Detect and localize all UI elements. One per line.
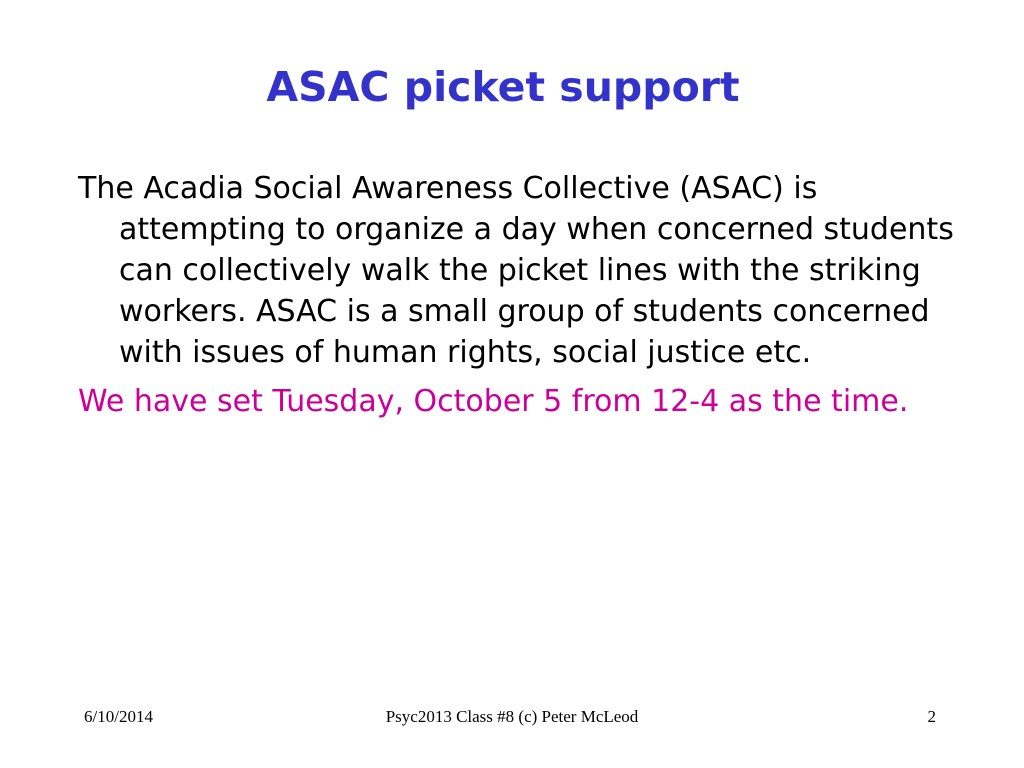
slide-title: ASAC picket support (266, 63, 740, 111)
footer-date: 6/10/2014 (84, 707, 153, 726)
slide-body (78, 168, 958, 430)
footer-course-credit: Psyc2013 Class #8 (c) Peter McLeod (385, 707, 639, 726)
body-paragraph-date: We have set Tuesday, October 5 from 12-4 as the time. (78, 384, 909, 419)
body-paragraph-asac: The Acadia Social Awareness Collective (ASAC) is attempting to organize a day when concerned students can collectively walk the picket lines with the striking workers. ASAC is a small group of students concerned with issues of human rights, social justice etc. (78, 171, 954, 370)
footer-page-number: 2 (927, 707, 936, 726)
